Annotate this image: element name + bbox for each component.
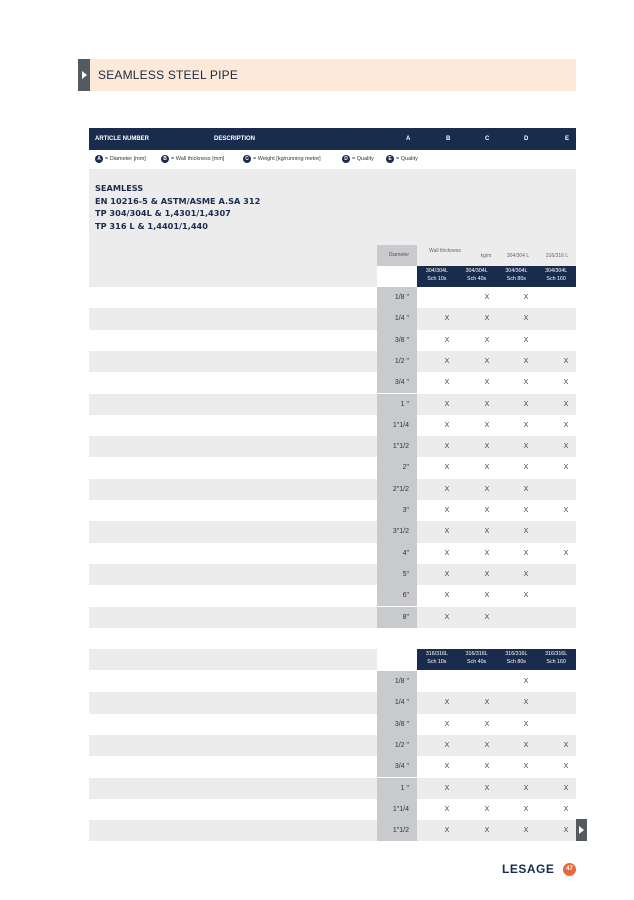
schedule-label: 316/316L Sch 10s (425, 651, 448, 665)
availability-mark: X (523, 421, 529, 429)
table-header (89, 128, 576, 150)
diameter-value: 1 " (400, 400, 409, 408)
availability-mark: X (444, 464, 450, 472)
availability-mark: X (444, 699, 450, 707)
table-row (89, 820, 576, 841)
table-row (89, 671, 576, 692)
availability-mark: X (563, 507, 569, 514)
legend-item: B = Wall thickness [mm] (161, 155, 224, 163)
availability-mark: X (484, 741, 490, 749)
schedule-label: 304/304L Sch 80s (505, 268, 528, 282)
availability-mark: X (444, 528, 450, 536)
quality-304-header: 304/304 L (506, 253, 530, 259)
table-row (89, 607, 576, 628)
table-row (89, 585, 576, 606)
diameter-value: 2"1/2 (392, 485, 409, 493)
availability-mark: X (523, 485, 529, 493)
header-col-e: E (565, 136, 570, 142)
table-row (89, 308, 576, 329)
availability-mark: X (484, 763, 490, 771)
play-arrow-icon (82, 71, 87, 79)
diameter-value: 3/8 " (394, 720, 409, 728)
diameter-cell (377, 649, 417, 670)
diameter-value: 1"1/4 (392, 805, 409, 813)
kgm-header: kg/m (480, 253, 492, 259)
availability-mark: X (563, 357, 569, 365)
table-row (89, 756, 576, 777)
availability-mark: X (523, 678, 529, 685)
availability-mark: X (523, 720, 529, 728)
diameter-value: 1/2 " (394, 741, 409, 749)
diameter-cell (377, 415, 417, 436)
schedule-label: 304/304L Sch 40s (465, 268, 488, 282)
availability-mark: X (563, 805, 569, 813)
diameter-value: 1"1/2 (392, 827, 409, 835)
availability-mark: X (444, 784, 450, 792)
table-row (89, 457, 576, 478)
availability-mark: X (484, 805, 490, 813)
table-row (89, 415, 576, 436)
availability-mark: X (523, 443, 529, 451)
diameter-value: 1 " (400, 784, 409, 792)
play-arrow-icon (579, 826, 584, 834)
availability-mark: X (484, 699, 490, 707)
availability-mark: X (523, 315, 529, 323)
availability-mark: X (563, 400, 569, 408)
diameter-value: 1"1/2 (392, 443, 409, 451)
legend-item: E = Quality (386, 155, 418, 163)
table-row (89, 799, 576, 820)
availability-mark: X (444, 827, 450, 835)
availability-mark: X (563, 784, 569, 792)
diameter-value: 2" (402, 464, 409, 472)
table-row (89, 543, 576, 564)
diameter-cell (377, 372, 417, 393)
availability-mark: X (523, 507, 529, 514)
diameter-cell (377, 266, 417, 287)
availability-mark: X (523, 549, 529, 557)
availability-mark: X (484, 507, 490, 514)
table-row (89, 330, 576, 351)
page-banner (78, 59, 576, 91)
availability-mark: X (484, 357, 490, 365)
header-article-number: ARTICLE NUMBER (95, 136, 149, 142)
lesage-logo: LESAGE (502, 862, 555, 876)
diameter-cell (377, 585, 417, 606)
table-row (89, 735, 576, 756)
availability-mark: X (484, 400, 490, 408)
section-title-block (89, 169, 576, 245)
diameter-cell (377, 714, 417, 735)
diameter-cell (377, 351, 417, 372)
schedule-label: 316/316L Sch 40s (465, 651, 488, 665)
schedule-header (417, 266, 576, 287)
diameter-value: 1/4 " (394, 315, 409, 323)
section-title: SEAMLESS EN 10216-5 & ASTM/ASME A.SA 312 TP 304/304L & 1,4301/1,4307 TP 316 L & 1,4401/1,440 (95, 183, 261, 231)
diameter-cell (377, 671, 417, 692)
availability-mark: X (484, 613, 490, 621)
diameter-cell (377, 564, 417, 585)
availability-mark: X (523, 357, 529, 365)
table-row (89, 394, 576, 415)
availability-mark: X (444, 421, 450, 429)
availability-mark: X (563, 379, 569, 387)
diameter-cell (377, 799, 417, 820)
schedule-header-row (89, 649, 576, 670)
availability-mark: X (484, 485, 490, 493)
page-number: 47 (563, 863, 576, 876)
availability-mark: X (523, 464, 529, 472)
diameter-value: 1/8 " (394, 678, 409, 685)
availability-mark: X (444, 400, 450, 408)
diameter-cell (377, 543, 417, 564)
availability-mark: X (444, 805, 450, 813)
diameter-value: 4" (402, 549, 409, 557)
availability-mark: X (484, 421, 490, 429)
availability-mark: X (444, 720, 450, 728)
header-col-a: A (406, 136, 411, 142)
table-row (89, 287, 576, 308)
availability-mark: X (444, 592, 450, 600)
diameter-value: 1/8 " (394, 294, 409, 301)
availability-mark: X (563, 443, 569, 451)
table-row (89, 500, 576, 521)
availability-mark: X (444, 357, 450, 365)
availability-mark: X (444, 763, 450, 771)
table-row (89, 479, 576, 500)
availability-mark: X (563, 741, 569, 749)
availability-mark: X (484, 464, 490, 472)
availability-mark: X (484, 784, 490, 792)
availability-mark: X (484, 443, 490, 451)
availability-mark: X (563, 421, 569, 429)
diameter-value: 3"1/2 (392, 528, 409, 536)
availability-mark: X (523, 784, 529, 792)
availability-mark: X (523, 379, 529, 387)
table-row (89, 714, 576, 735)
availability-mark: X (523, 400, 529, 408)
diameter-cell (377, 500, 417, 521)
diameter-cell (377, 692, 417, 713)
diameter-value: 3/8 " (394, 336, 409, 344)
availability-mark: X (444, 315, 450, 323)
availability-mark: X (563, 827, 569, 835)
diameter-cell (377, 330, 417, 351)
banner-tab (78, 59, 90, 91)
diameter-header-cell: Diameter (377, 245, 417, 266)
wall-thickness-header: Wall thickness (429, 248, 461, 254)
schedule-label: 304/304L Sch 160 (545, 268, 568, 282)
availability-mark: X (563, 549, 569, 557)
diameter-value: 1/4 " (394, 699, 409, 707)
next-page-tab[interactable] (576, 819, 587, 841)
legend-item: C = Weight [kg/running metre] (243, 155, 321, 163)
schedule-header-row (89, 266, 576, 287)
legend (89, 150, 576, 169)
quality-316-header: 316/316 L (545, 253, 569, 259)
diameter-cell (377, 287, 417, 308)
availability-mark: X (523, 763, 529, 771)
table-row (89, 564, 576, 585)
diameter-cell (377, 308, 417, 329)
availability-mark: X (523, 592, 529, 600)
availability-mark: X (484, 720, 490, 728)
availability-mark: X (484, 315, 490, 323)
header-col-c: C (485, 136, 490, 142)
availability-mark: X (444, 443, 450, 451)
diameter-value: 1/2 " (394, 357, 409, 365)
header-description: DESCRIPTION (214, 136, 256, 142)
table-row (89, 778, 576, 799)
availability-mark: X (484, 827, 490, 835)
legend-item: D = Quality (342, 155, 374, 163)
availability-mark: X (523, 741, 529, 749)
availability-mark: X (444, 613, 450, 621)
diameter-value: 8" (402, 613, 409, 621)
diameter-value: 5" (402, 570, 409, 578)
availability-mark: X (444, 549, 450, 557)
availability-mark: X (523, 805, 529, 813)
table-row (89, 692, 576, 713)
diameter-cell (377, 778, 417, 799)
diameter-cell (377, 436, 417, 457)
diameter-value: 3" (402, 507, 409, 514)
availability-mark: X (484, 549, 490, 557)
column-subheader-row (89, 245, 576, 266)
diameter-value: 3/4 " (394, 763, 409, 771)
availability-mark: X (484, 592, 490, 600)
diameter-cell (377, 756, 417, 777)
availability-mark: X (523, 570, 529, 578)
diameter-cell (377, 457, 417, 478)
availability-mark: X (444, 570, 450, 578)
availability-mark: X (444, 507, 450, 514)
availability-mark: X (484, 379, 490, 387)
diameter-value: 6" (402, 592, 409, 600)
availability-mark: X (484, 294, 490, 301)
table-row (89, 351, 576, 372)
diameter-cell (377, 479, 417, 500)
table-row (89, 372, 576, 393)
diameter-value: 3/4 " (394, 379, 409, 387)
diameter-value: 1"1/4 (392, 421, 409, 429)
banner-title: SEAMLESS STEEL PIPE (98, 68, 239, 82)
availability-mark: X (523, 827, 529, 835)
availability-mark: X (484, 570, 490, 578)
legend-item: A = Diameter [mm] (95, 155, 146, 163)
availability-mark: X (523, 336, 529, 344)
schedule-label: 304/304L Sch 10s (425, 268, 448, 282)
diameter-cell (377, 607, 417, 628)
diameter-cell (377, 521, 417, 542)
schedule-label: 316/316L Sch 160 (545, 651, 568, 665)
availability-mark: X (523, 528, 529, 536)
availability-mark: X (563, 763, 569, 771)
table-row (89, 436, 576, 457)
availability-mark: X (523, 294, 529, 301)
availability-mark: X (444, 379, 450, 387)
schedule-header (417, 649, 576, 670)
diameter-cell (377, 394, 417, 415)
availability-mark: X (444, 485, 450, 493)
header-col-d: D (524, 136, 529, 142)
diameter-cell (377, 735, 417, 756)
availability-mark: X (444, 741, 450, 749)
availability-mark: X (523, 699, 529, 707)
availability-mark: X (484, 336, 490, 344)
availability-mark: X (484, 528, 490, 536)
availability-mark: X (444, 336, 450, 344)
header-col-b: B (446, 136, 451, 142)
schedule-label: 316/316L Sch 80s (505, 651, 528, 665)
table-row (89, 521, 576, 542)
availability-mark: X (563, 464, 569, 472)
diameter-cell (377, 820, 417, 841)
